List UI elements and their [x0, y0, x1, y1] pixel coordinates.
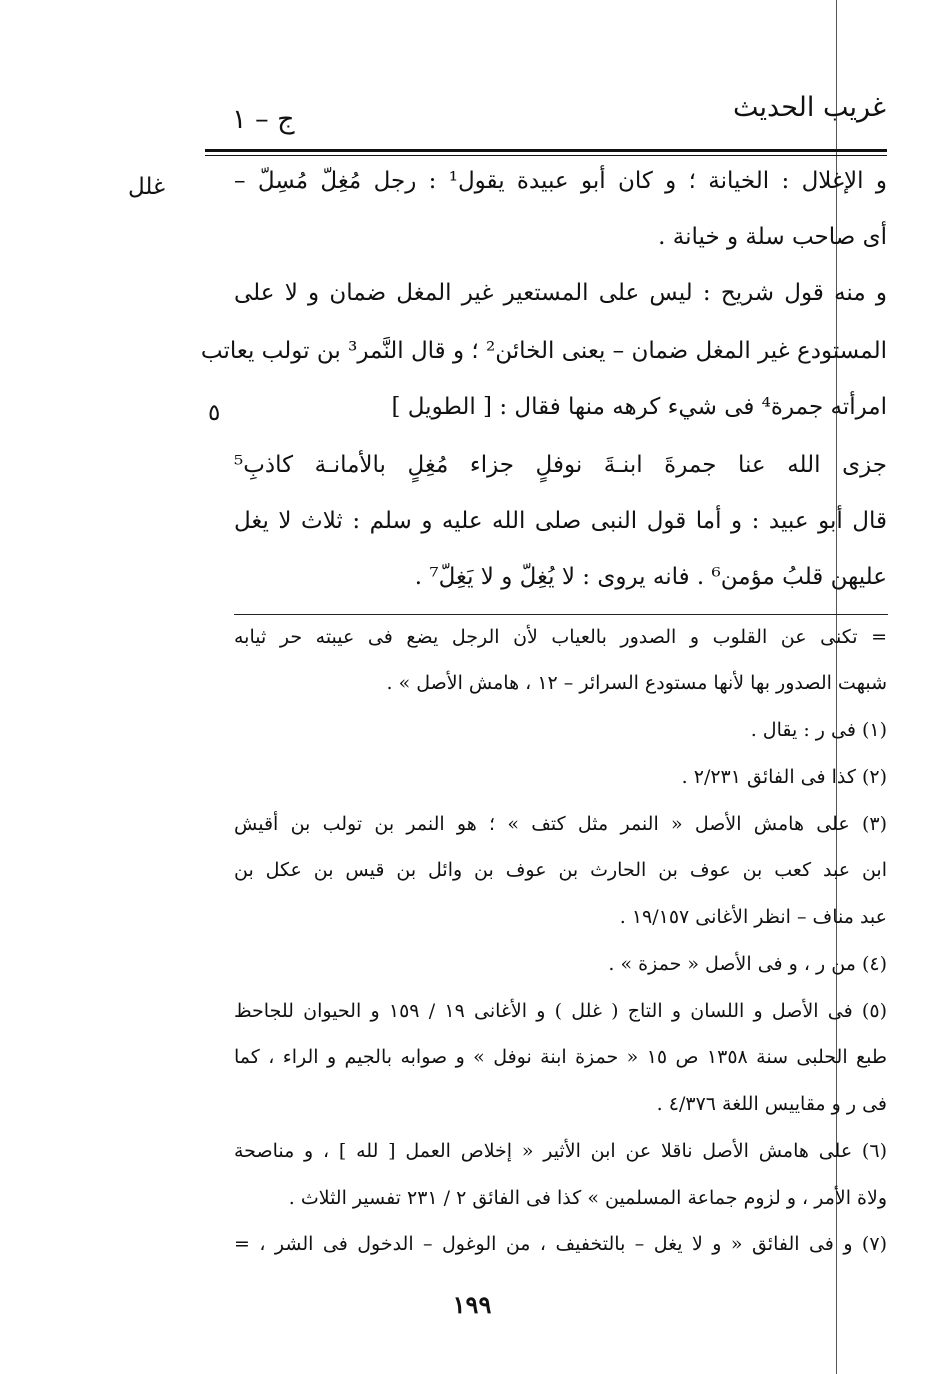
- margin-line-number: ٥: [208, 400, 221, 426]
- body-line: امرأته جمرة⁴ فى شيء كرهه منها فقال : [ الطويل ]: [391, 394, 887, 420]
- footnote-line: (٣) على هامش الأصل « النمر مثل كتف » ؛ هو النمر بن تولب بن أقيش: [234, 813, 887, 835]
- footnote-line: (٦) على هامش الأصل ناقلا عن ابن الأثير « إخلاص العمل [ لله ] ، و مناصحة: [234, 1140, 887, 1162]
- margin-keyword: غلل: [128, 174, 166, 200]
- verse-line: جزى الله عنا جمرةَ ابنـةَ نوفلٍ جزاء مُغِلٍ بالأمانـة كاذبِ⁵: [234, 452, 887, 478]
- footnote-line: عبد مناف – انظر الأغانى ١٩/١٥٧ .: [619, 906, 887, 928]
- footnote-line: (٢) كذا فى الفائق ٢/٢٣١ .: [681, 766, 887, 788]
- footnote-line: ابن عبد كعب بن عوف بن الحارث بن عوف بن وائل بن قيس بن عكل بن: [234, 859, 887, 881]
- footnote-line: شبهت الصدور بها لأنها مستودع السرائر – ١٢ ، هامش الأصل » .: [386, 672, 887, 694]
- page-number: ١٩٩: [452, 1290, 492, 1319]
- footnote-line: (١) فى ر : يقال .: [750, 719, 887, 741]
- footnote-line: فى ر و مقاييس اللغة ٤/٣٧٦ .: [656, 1093, 887, 1115]
- footnote-separator: [234, 614, 888, 615]
- running-head-title: غريب الحديث: [733, 92, 886, 123]
- footnote-line: (٧) و فى الفائق « و لا يغل – بالتخفيف ، من الوغول – الدخول فى الشر ، =: [234, 1233, 887, 1255]
- footnote-line: (٥) فى الأصل و اللسان و التاج ( غلل ) و الأغانى ١٩ / ١٥٩ و الحيوان للجاحظ: [234, 1000, 887, 1022]
- header-rule-thin: [205, 155, 887, 156]
- footnote-line: = تكنى عن القلوب و الصدور بالعياب لأن الرجل يضع فى عيبته حر ثيابه: [234, 626, 887, 648]
- body-line: و منه قول شريح : ليس على المستعير غير المغل ضمان و لا على: [234, 280, 887, 306]
- footnote-line: طبع الحلبى سنة ١٣٥٨ ص ١٥ « حمزة ابنة نوفل » و صوابه بالجيم و الراء ، كما: [234, 1046, 887, 1068]
- body-line: و الإغلال : الخيانة ؛ و كان أبو عبيدة يقول¹ : رجل مُغِلّ مُسِلّ –: [234, 168, 887, 194]
- header-rule-thick: [205, 149, 887, 152]
- body-line: قال أبو عبيد : و أما قول النبى صلى الله عليه و سلم : ثلاث لا يغل: [234, 508, 887, 534]
- body-line: أى صاحب سلة و خيانة .: [658, 224, 887, 250]
- body-line: عليهن قلبُ مؤمن⁶ . فانه يروى : لا يُغِلّ و لا يَغِلّ⁷ .: [414, 564, 887, 590]
- running-head-volume: ج – ١: [232, 104, 295, 135]
- body-line: المستودع غير المغل ضمان – يعنى الخائن² ؛ و قال النَّمر³ بن تولب يعاتب: [200, 338, 887, 364]
- footnote-line: (٤) من ر ، و فى الأصل « حمزة » .: [608, 953, 887, 975]
- footnote-line: ولاة الأمر ، و لزوم جماعة المسلمين » كذا فى الفائق ٢ / ٢٣١ تفسير الثلاث .: [288, 1187, 887, 1209]
